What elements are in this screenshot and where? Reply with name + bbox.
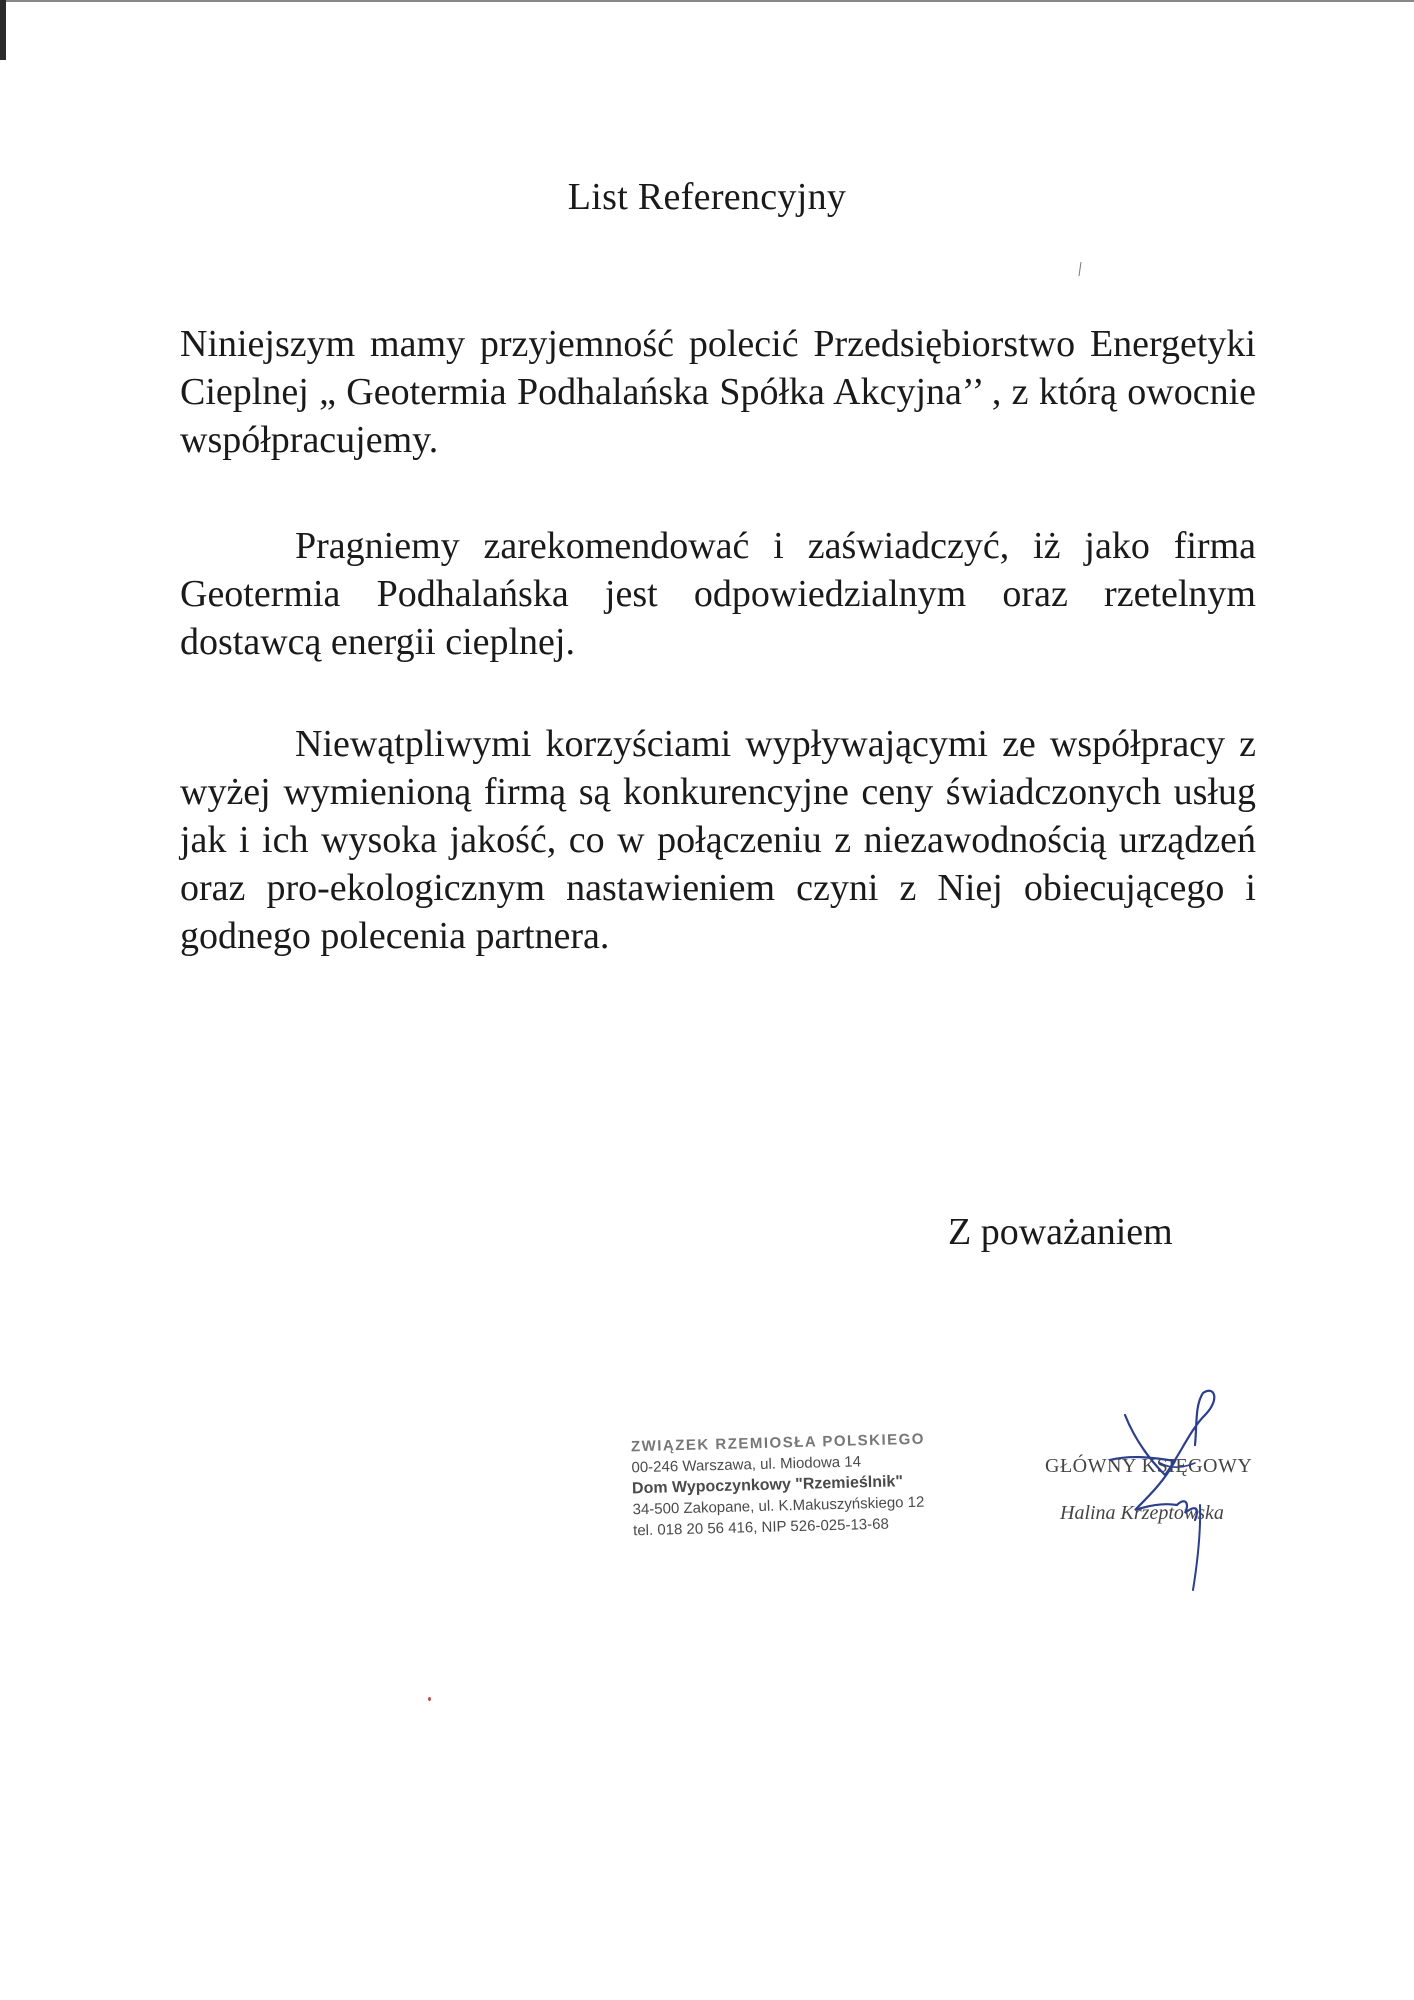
stamp-line: 34-500 Zakopane, ul. K.Makuszyńskiego 12: [632, 1493, 925, 1519]
stamp-line: ZWIĄZEK RZEMIOSŁA POLSKIEGO: [630, 1430, 926, 1456]
pen-mark: [1078, 262, 1082, 276]
closing-salutation: Z poważaniem: [948, 1211, 1173, 1253]
handwritten-signature: [1055, 1385, 1255, 1595]
stamp-line: tel. 018 20 56 416, NIP 526-025-13-68: [632, 1515, 890, 1540]
signatory-title: GŁÓWNY KSIĘGOWY: [1045, 1455, 1253, 1477]
paragraph-1: Niniejszym mamy przyjemność polecić Przedsiębiorstwo Energetyki Cieplnej „ Geotermia Podhalańska Spółka Akcyjna’’ , z którą owocnie współpracujemy.: [180, 323, 1256, 461]
scan-edge-left: [0, 0, 6, 60]
scan-edge-top: [0, 0, 1414, 2]
stamp-line: 00-246 Warszawa, ul. Miodowa 14: [631, 1453, 862, 1477]
paragraph-3: Niewątpliwymi korzyściami wypływającymi ze współpracy z wyżej wymienioną firmą są konkurencyjne ceny świadczonych usług jak i ich wysoka jakość, co w połączeniu z niezawodnością urządzeń oraz pro-ekologicznym nastawieniem czyni z Niej obiecującego i godnego polecenia partnera.: [180, 723, 1256, 957]
signatory-name: Halina Krzeptowska: [1060, 1502, 1224, 1524]
ink-speck: [428, 1697, 431, 1701]
paragraph-2: Pragniemy zarekomendować i zaświadczyć, iż jako firma Geotermia Podhalańska jest odpowiedzialnym oraz rzetelnym dostawcą energii cieplnej.: [180, 525, 1256, 663]
document-title: List Referencyjny: [567, 176, 847, 218]
company-stamp: [631, 1428, 964, 1542]
stamp-line: Dom Wypoczynkowy "Rzemieślnik": [631, 1473, 904, 1498]
